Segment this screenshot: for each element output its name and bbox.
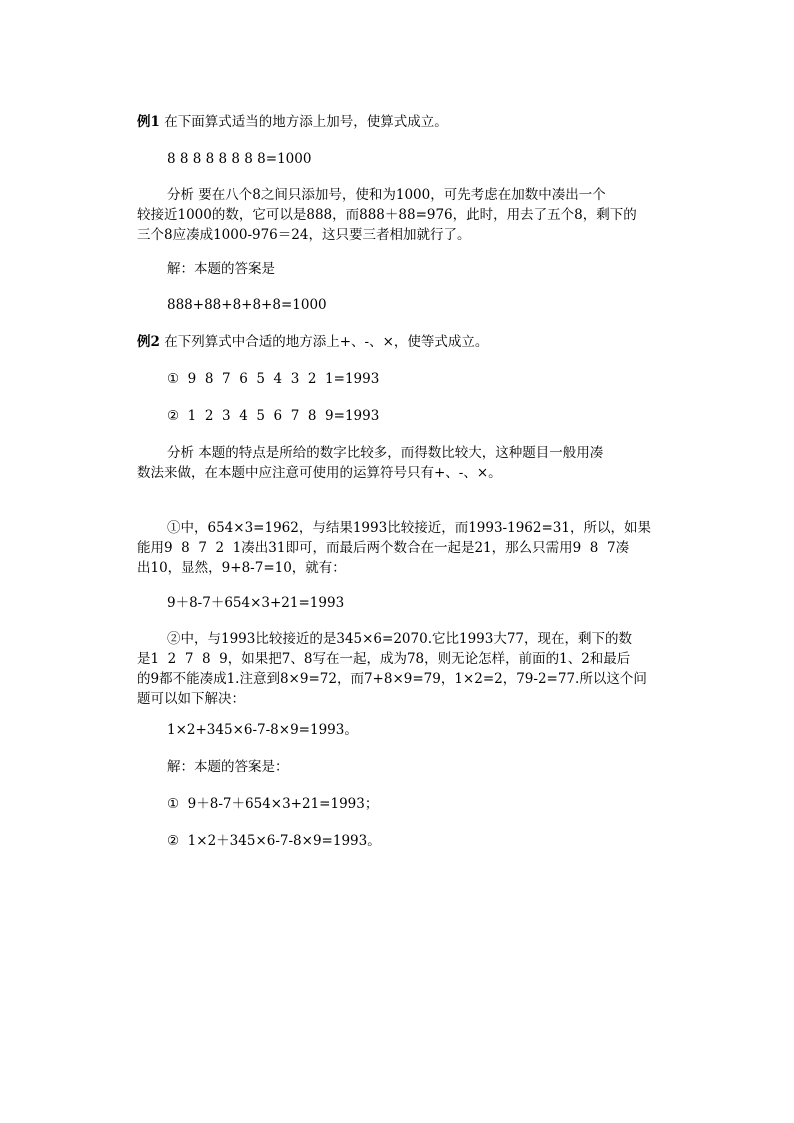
example-1-analysis-line-1: 分析 要在八个8之间只添加号，使和为1000，可先考虑在加数中凑出一个 [167,187,606,203]
example-2-answer-label: 解：本题的答案是： [167,759,289,775]
example-2-analysis-line-2: 数法来做，在本题中应注意可使用的运算符号只有+、-、×。 [137,465,502,481]
example-2-part-2-line-4: 题可以如下解决： [137,691,245,707]
example-2-part-1-line-3: 出10，显然，9+8-7=10，就有： [137,560,346,576]
example-1-prompt: 在下面算式适当的地方添上加号，使算式成立。 [159,114,448,130]
example-1-heading [137,112,697,132]
example-1-label: 例1 [137,114,160,130]
example-2-part-2-line-2: 是1 2 7 8 9，如果把7、8写在一起，成为78，则无论怎样，前面的1、2和最后 [137,651,631,667]
example-2-prompt: 在下列算式中合适的地方添上+、-、×，使等式成立。 [159,334,489,350]
example-2-equation-1: ① 9 8 7 6 5 4 3 2 1=1993 [167,371,380,387]
example-2-analysis-line-1: 分析 本题的特点是所给的数字比较多，而得数比较大，这种题目一般用凑 [167,445,604,461]
example-2-part-2-equation: 1×2+345×6-7-8×9=1993。 [167,722,358,738]
example-1-analysis-line-3: 三个8应凑成1000-976＝24，这只要三者相加就行了。 [137,227,471,243]
example-2-part-2-line-3: 的9都不能凑成1.注意到8×9=72，而7+8×9=79，1×2=2，79-2=77.所以这个问 [137,671,647,687]
example-2-part-1-equation: 9＋8-7＋654×3+21=1993 [167,595,345,611]
example-2-heading [137,332,697,352]
example-1-analysis-line-2: 较接近1000的数，它可以是888，而888＋88=976，此时，用去了五个8，剩下的 [137,207,637,223]
example-2-label: 例2 [137,334,160,350]
example-2-part-2-line-1: ②中，与1993比较接近的是345×6=2070.它比1993大77，现在，剩下的数 [167,631,633,647]
example-2-part-1-line-2: 能用9 8 7 2 1凑出31即可，而最后两个数合在一起是21，那么只需用9 8 7凑 [137,540,630,556]
example-2-answer-2: ② 1×2＋345×6-7-8×9=1993。 [167,833,381,849]
example-2-answer-1: ① 9＋8-7＋654×3+21=1993； [167,796,379,812]
example-1-answer-label: 解：本题的答案是 [167,261,275,277]
example-1-equation: 8 8 8 8 8 8 8 8=1000 [167,151,312,167]
example-1-answer: 888+88+8+8+8=1000 [167,297,327,313]
example-2-equation-2: ② 1 2 3 4 5 6 7 8 9=1993 [167,408,380,424]
example-2-part-1-line-1: ①中，654×3=1962，与结果1993比较接近，而1993-1962=31，所以，如果 [167,520,651,536]
